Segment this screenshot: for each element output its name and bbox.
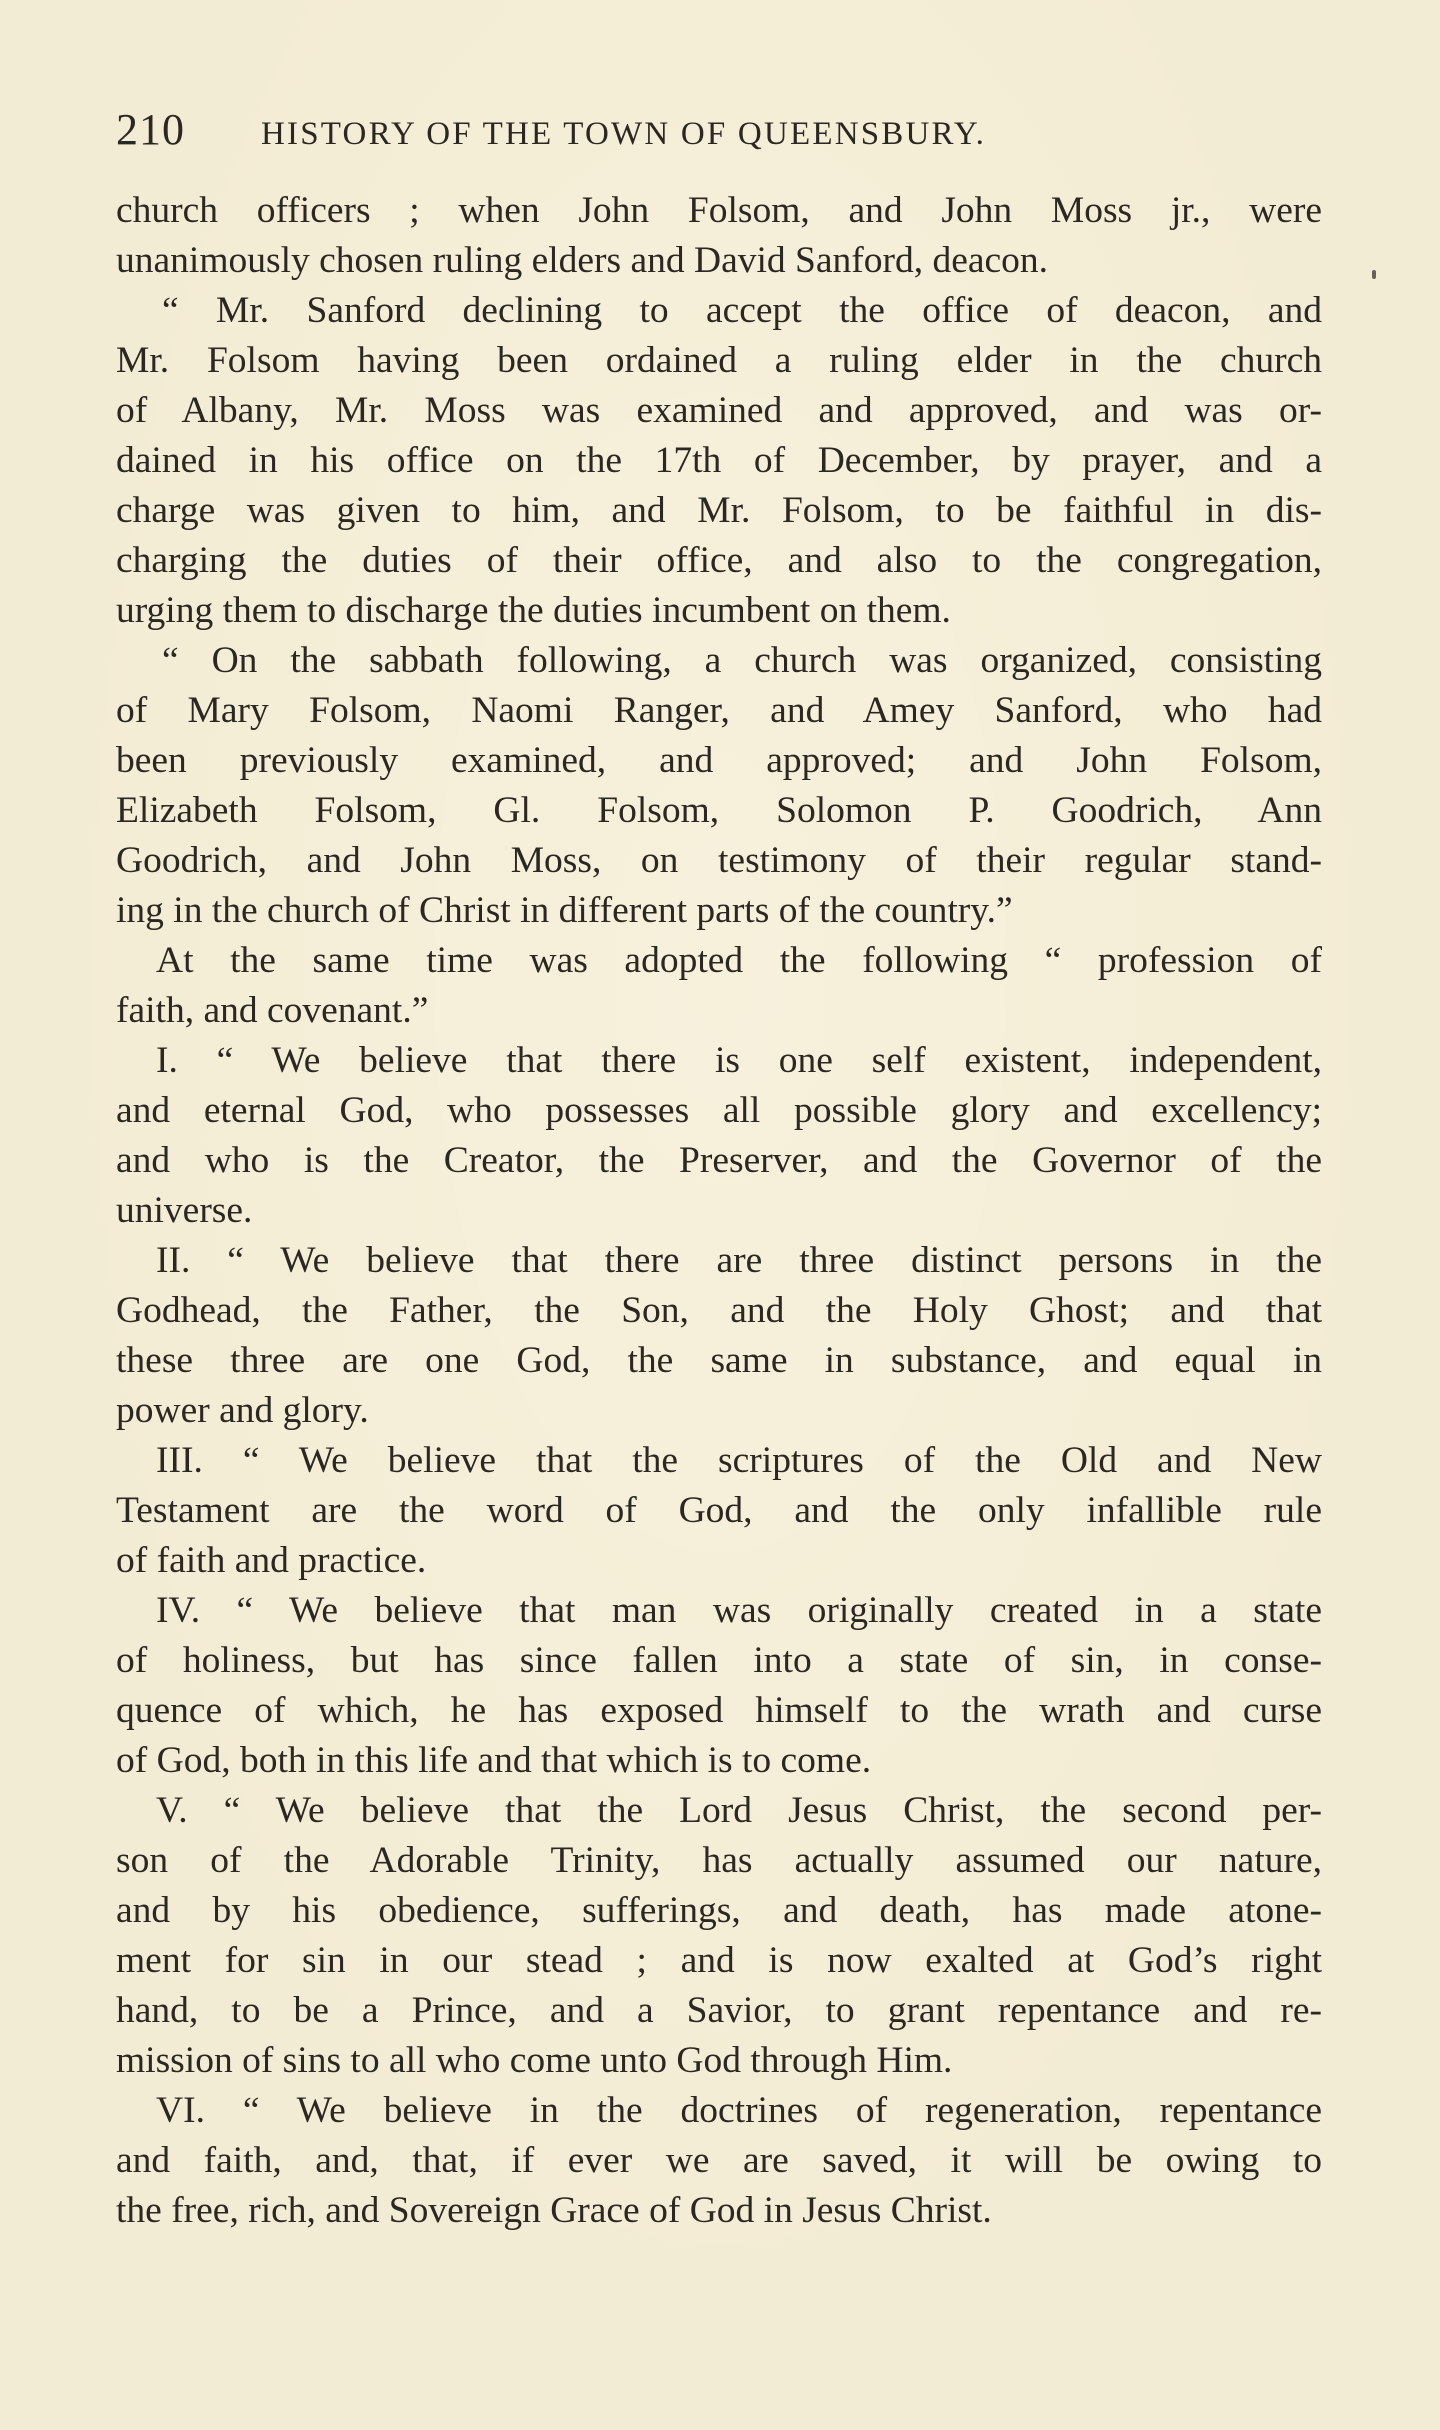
text-line: Goodrich, and John Moss, on testimony of their regular stand-	[116, 840, 1322, 881]
stray-ink-mark	[1372, 270, 1376, 279]
text-line: the free, rich, and Sovereign Grace of God in Jesus Christ.	[116, 2190, 992, 2231]
text-line: charging the duties of their office, and also to the congregation,	[116, 540, 1322, 581]
text-line: and who is the Creator, the Preserver, and the Governor of the	[116, 1140, 1322, 1181]
text-line: and eternal God, who possesses all possible glory and excellency;	[116, 1090, 1322, 1131]
text-line: these three are one God, the same in substance, and equal in	[116, 1340, 1322, 1381]
text-line: unanimously chosen ruling elders and David Sanford, deacon.	[116, 240, 1049, 281]
text-line: son of the Adorable Trinity, has actually assumed our nature,	[116, 1840, 1322, 1881]
text-line: of holiness, but has since fallen into a state of sin, in conse-	[116, 1640, 1322, 1681]
text-line: V. “ We believe that the Lord Jesus Christ, the second per-	[156, 1790, 1322, 1831]
text-line: power and glory.	[116, 1390, 369, 1431]
text-line: faith, and covenant.”	[116, 990, 429, 1031]
text-line: and by his obedience, sufferings, and death, has made atone-	[116, 1890, 1322, 1931]
text-line: At the same time was adopted the following “ profession of	[156, 940, 1322, 981]
text-line: mission of sins to all who come unto God through Him.	[116, 2040, 953, 2081]
text-line: of Albany, Mr. Moss was examined and approved, and was or-	[116, 390, 1322, 431]
text-line: “ Mr. Sanford declining to accept the office of deacon, and	[162, 290, 1322, 331]
text-line: Godhead, the Father, the Son, and the Holy Ghost; and that	[116, 1290, 1322, 1331]
text-line: universe.	[116, 1190, 253, 1231]
running-head	[116, 104, 1336, 164]
text-line: of God, both in this life and that which is to come.	[116, 1740, 872, 1781]
body-text	[116, 186, 1322, 2236]
text-line: II. “ We believe that there are three distinct persons in the	[156, 1240, 1322, 1281]
text-line: ment for sin in our stead ; and is now exalted at God’s right	[116, 1940, 1322, 1981]
text-line: VI. “ We believe in the doctrines of regeneration, repentance	[156, 2090, 1322, 2131]
text-line: I. “ We believe that there is one self existent, independent,	[156, 1040, 1322, 1081]
text-line: IV. “ We believe that man was originally created in a state	[156, 1590, 1322, 1631]
text-line: of Mary Folsom, Naomi Ranger, and Amey Sanford, who had	[116, 690, 1322, 731]
text-line: charge was given to him, and Mr. Folsom, to be faithful in dis-	[116, 490, 1322, 531]
text-line: Mr. Folsom having been ordained a ruling elder in the church	[116, 340, 1322, 381]
running-title: HISTORY OF THE TOWN OF QUEENSBURY.	[261, 116, 987, 152]
text-line: urging them to discharge the duties incumbent on them.	[116, 590, 951, 631]
text-line: ing in the church of Christ in different parts of the country.”	[116, 890, 1013, 931]
text-line: been previously examined, and approved; and John Folsom,	[116, 740, 1322, 781]
text-line: hand, to be a Prince, and a Savior, to grant repentance and re-	[116, 1990, 1322, 2031]
page-number: 210	[116, 105, 185, 154]
text-line: church officers ; when John Folsom, and John Moss jr., were	[116, 190, 1322, 231]
text-line: Testament are the word of God, and the only infallible rule	[116, 1490, 1322, 1531]
text-line: dained in his office on the 17th of December, by prayer, and a	[116, 440, 1322, 481]
text-line: of faith and practice.	[116, 1540, 427, 1581]
text-line: “ On the sabbath following, a church was organized, consisting	[162, 640, 1322, 681]
text-line: and faith, and, that, if ever we are saved, it will be owing to	[116, 2140, 1322, 2181]
text-line: Elizabeth Folsom, Gl. Folsom, Solomon P. Goodrich, Ann	[116, 790, 1322, 831]
text-line: III. “ We believe that the scriptures of the Old and New	[156, 1440, 1322, 1481]
text-line: quence of which, he has exposed himself to the wrath and curse	[116, 1690, 1322, 1731]
